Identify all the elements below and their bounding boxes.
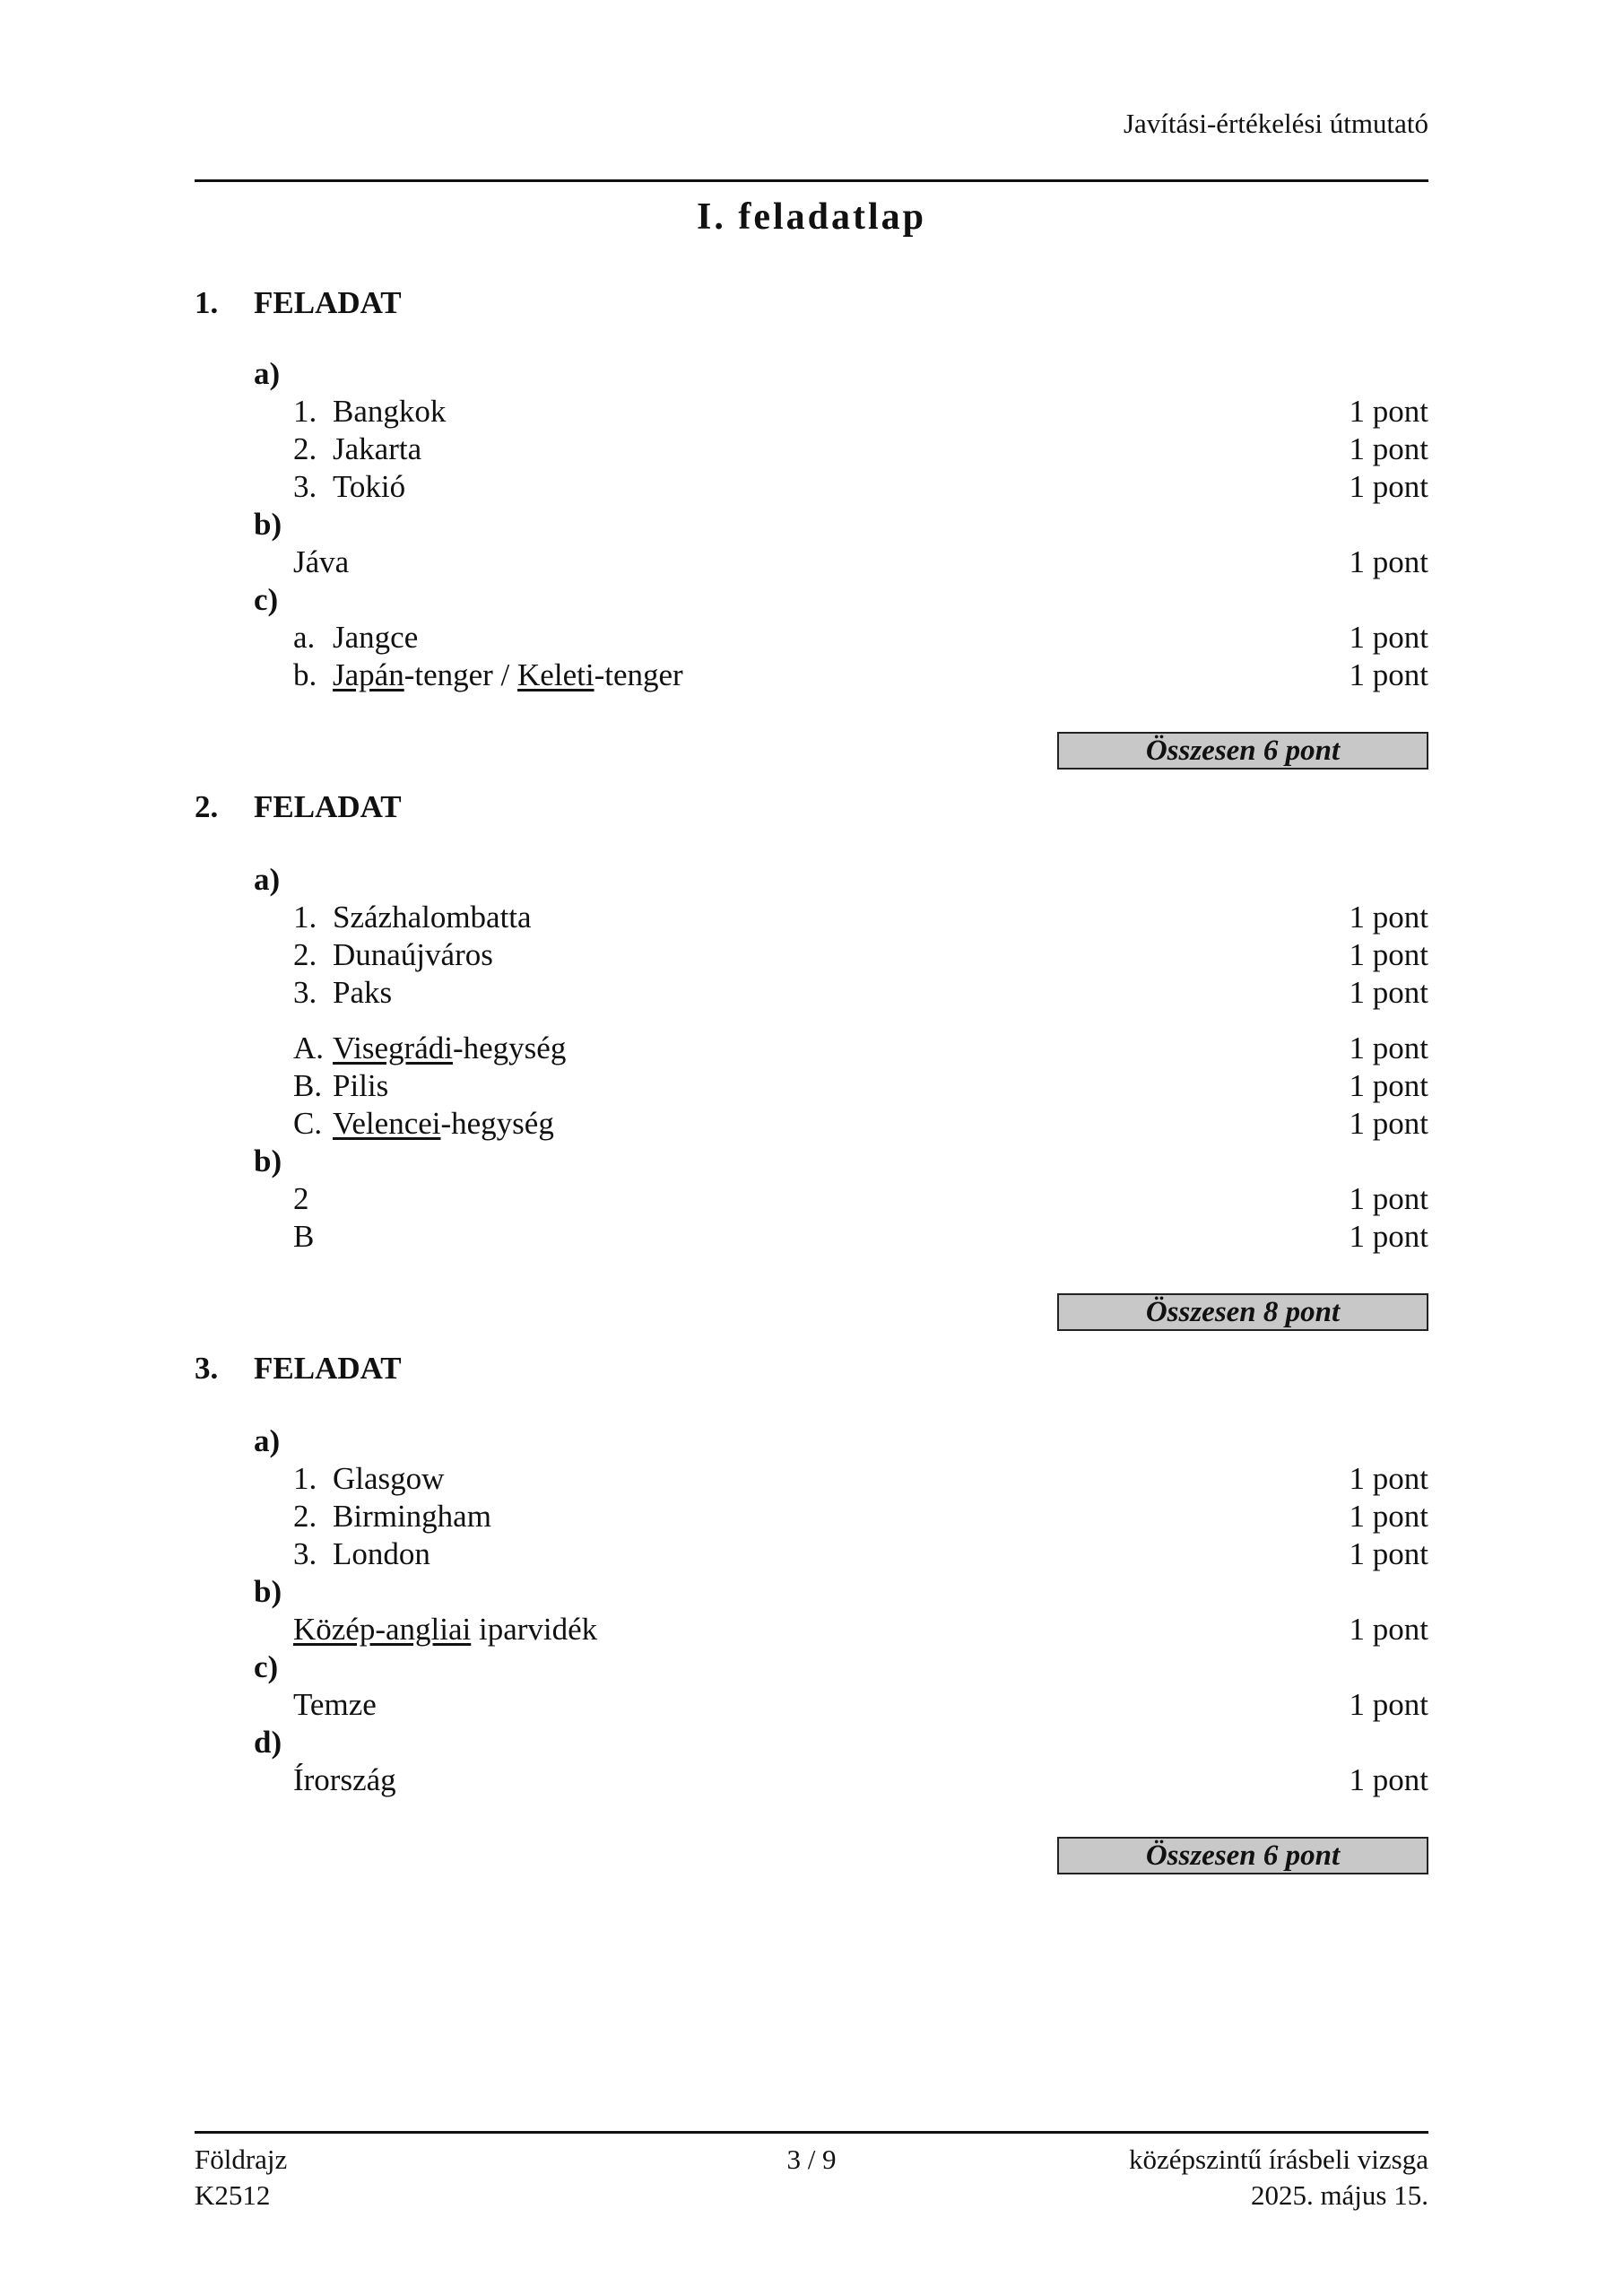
part-label-b: b) xyxy=(254,1144,282,1178)
answer-row: Jáva 1 pont xyxy=(293,544,1428,579)
points: 1 pont xyxy=(1349,1612,1428,1647)
points: 1 pont xyxy=(1349,1031,1428,1065)
points: 1 pont xyxy=(1349,394,1428,429)
answer-row: 3. Paks 1 pont xyxy=(293,975,1428,1010)
answer-row: b. Japán-tenger / Keleti-tenger 1 pont xyxy=(293,657,1428,692)
points: 1 pont xyxy=(1349,544,1428,579)
points: 1 pont xyxy=(1349,1461,1428,1496)
answer-row: 2. Dunaújváros 1 pont xyxy=(293,937,1428,972)
task-title: FELADAT xyxy=(254,1351,402,1386)
points: 1 pont xyxy=(1349,1106,1428,1141)
task-title: FELADAT xyxy=(254,789,402,824)
points: 1 pont xyxy=(1349,1536,1428,1571)
points: 1 pont xyxy=(1349,937,1428,972)
task-3-heading xyxy=(195,1351,402,1387)
task-number: 3. xyxy=(195,1351,219,1386)
answer-row: Írország 1 pont xyxy=(293,1762,1428,1797)
task-number: 2. xyxy=(195,789,219,824)
part-label-b: b) xyxy=(254,507,282,542)
footer-subject: Földrajz xyxy=(195,2144,288,2175)
points: 1 pont xyxy=(1349,657,1428,692)
part-label-c: c) xyxy=(254,1649,279,1684)
answer-row: 3. London 1 pont xyxy=(293,1536,1428,1571)
points: 1 pont xyxy=(1349,469,1428,504)
answer-row: 2. Birmingham 1 pont xyxy=(293,1499,1428,1534)
answer-row: 1. Glasgow 1 pont xyxy=(293,1461,1428,1496)
points: 1 pont xyxy=(1349,975,1428,1010)
page-title: I. feladatlap xyxy=(696,196,926,238)
footer-line-2 xyxy=(195,2179,1428,2215)
answer-row: A. Visegrádi-hegység 1 pont xyxy=(293,1031,1428,1065)
part-label-a: a) xyxy=(254,862,281,897)
task-number: 1. xyxy=(195,285,219,320)
answer-row: 2 1 pont xyxy=(293,1181,1428,1216)
points: 1 pont xyxy=(1349,1219,1428,1254)
answer-row: 3. Tokió 1 pont xyxy=(293,469,1428,504)
footer-date: 2025. május 15. xyxy=(1250,2179,1428,2211)
part-label-d: d) xyxy=(254,1725,282,1760)
part-label-b: b) xyxy=(254,1574,282,1609)
part-label-a: a) xyxy=(254,1423,281,1458)
part-label-a: a) xyxy=(254,356,281,391)
answer-row: a. Jangce 1 pont xyxy=(293,620,1428,655)
points: 1 pont xyxy=(1349,620,1428,655)
footer-divider xyxy=(195,2131,1428,2134)
total-score-box: Összesen 6 pont xyxy=(1057,732,1428,770)
part-label-c: c) xyxy=(254,582,279,617)
task-1-heading xyxy=(195,285,402,321)
answer-row: 1. Bangkok 1 pont xyxy=(293,394,1428,429)
points: 1 pont xyxy=(1349,1068,1428,1103)
points: 1 pont xyxy=(1349,1762,1428,1797)
total-score-box: Összesen 8 pont xyxy=(1057,1293,1428,1331)
footer-exam-level: középszintű írásbeli vizsga xyxy=(1128,2144,1428,2175)
answer-row: B 1 pont xyxy=(293,1219,1428,1254)
page-header: Javítási-értékelési útmutató xyxy=(1123,108,1428,139)
answer-row: Közép-angliai iparvidék 1 pont xyxy=(293,1612,1428,1647)
answer-row: C. Velencei-hegység 1 pont xyxy=(293,1106,1428,1141)
points: 1 pont xyxy=(1349,1687,1428,1722)
task-2-heading xyxy=(195,789,402,825)
answer-row: 1. Százhalombatta 1 pont xyxy=(293,900,1428,935)
points: 1 pont xyxy=(1349,1181,1428,1216)
points: 1 pont xyxy=(1349,431,1428,466)
total-score-box: Összesen 6 pont xyxy=(1057,1837,1428,1874)
footer-line-1 xyxy=(195,2144,1428,2179)
footer-code: K2512 xyxy=(195,2179,271,2211)
footer-page-number: 3 / 9 xyxy=(786,2144,837,2175)
answer-row: 2. Jakarta 1 pont xyxy=(293,431,1428,466)
header-divider xyxy=(195,179,1428,182)
answer-row: B. Pilis 1 pont xyxy=(293,1068,1428,1103)
points: 1 pont xyxy=(1349,900,1428,935)
task-title: FELADAT xyxy=(254,285,402,320)
answer-row: Temze 1 pont xyxy=(293,1687,1428,1722)
points: 1 pont xyxy=(1349,1499,1428,1534)
